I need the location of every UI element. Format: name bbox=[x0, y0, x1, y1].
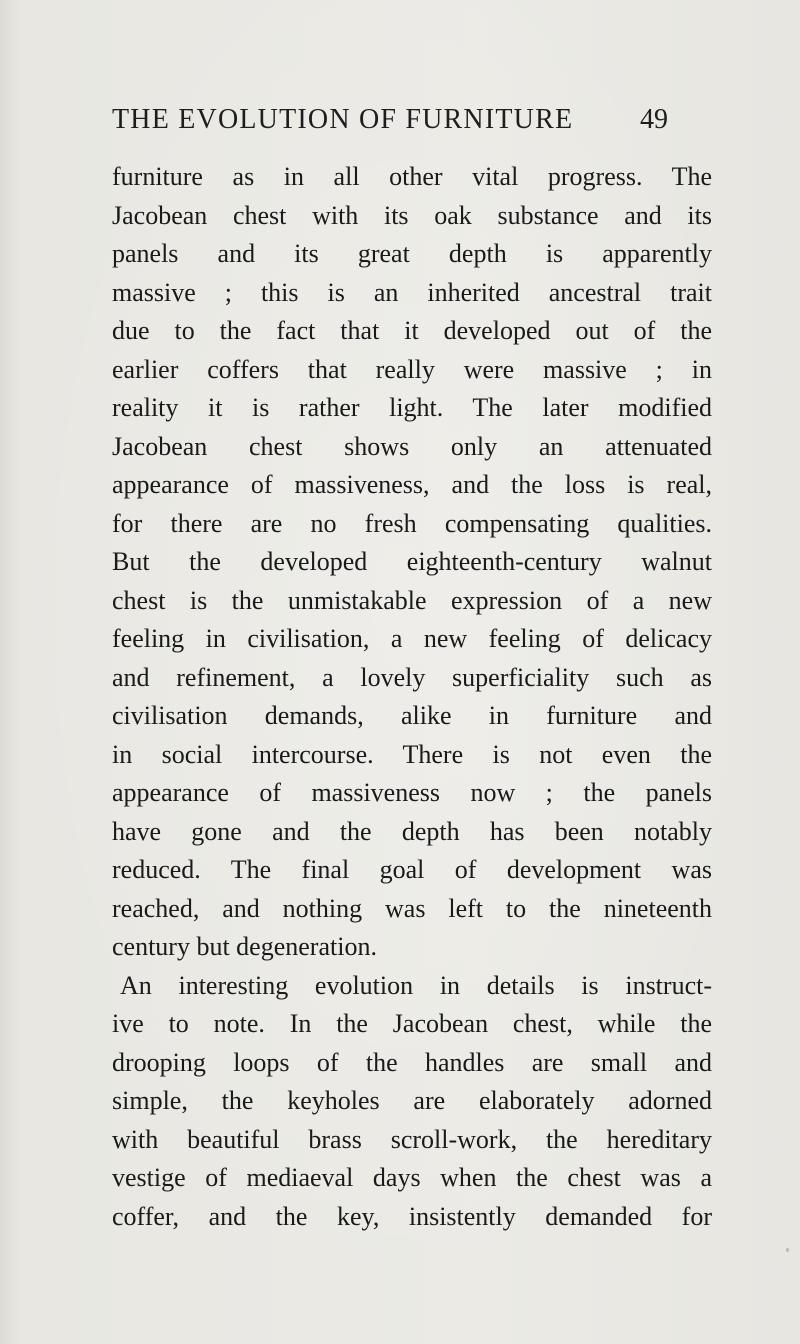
text-line: Jacobean chest with its oak substance and its bbox=[112, 200, 712, 230]
text-line: furniture as in all other vital progress. The bbox=[112, 162, 712, 191]
text-line: An interesting evolution in details is instruct- bbox=[120, 970, 712, 1000]
running-head bbox=[0, 104, 800, 144]
text-line: with beautiful brass scroll-work, the hereditary bbox=[112, 1124, 712, 1154]
text-line: and refinement, a lovely superficiality such as bbox=[112, 662, 712, 692]
text-line: civilisation demands, alike in furniture and bbox=[112, 701, 712, 730]
running-title: THE EVOLUTION OF FURNITURE bbox=[112, 104, 574, 135]
text-line: appearance of massiveness, and the loss is real, bbox=[112, 470, 712, 499]
paper-speck bbox=[786, 1248, 789, 1252]
text-line: reduced. The final goal of development was bbox=[112, 855, 712, 884]
text-line: panels and its great depth is apparently bbox=[112, 239, 712, 268]
text-line: earlier coffers that really were massive ; in bbox=[112, 354, 712, 384]
text-line: massive ; this is an inherited ancestral trait bbox=[112, 277, 712, 307]
text-line: reached, and nothing was left to the nineteenth bbox=[112, 893, 712, 923]
text-line: simple, the keyholes are elaborately adorned bbox=[112, 1086, 712, 1115]
body-text bbox=[112, 158, 712, 1236]
text-line: century but degeneration. bbox=[112, 932, 377, 961]
text-line: ive to note. In the Jacobean chest, while the bbox=[112, 1009, 712, 1038]
text-line: drooping loops of the handles are small and bbox=[112, 1047, 712, 1077]
text-line: But the developed eighteenth-century walnut bbox=[112, 547, 712, 576]
text-line: feeling in civilisation, a new feeling of delicacy bbox=[112, 624, 712, 653]
text-line: reality it is rather light. The later modified bbox=[112, 393, 712, 422]
text-line: vestige of mediaeval days when the chest was a bbox=[112, 1163, 712, 1192]
text-line: chest is the unmistakable expression of a new bbox=[112, 585, 712, 615]
text-line: due to the fact that it developed out of the bbox=[112, 316, 712, 345]
text-line: for there are no fresh compensating qualities. bbox=[112, 508, 712, 538]
text-line: have gone and the depth has been notably bbox=[112, 816, 712, 846]
text-line: appearance of massiveness now ; the panels bbox=[112, 778, 712, 807]
text-line: coffer, and the key, insistently demanded for bbox=[112, 1201, 712, 1231]
page-number: 49 bbox=[640, 104, 668, 135]
text-line: in social intercourse. There is not even the bbox=[112, 739, 712, 769]
text-line: Jacobean chest shows only an attenuated bbox=[112, 431, 712, 461]
